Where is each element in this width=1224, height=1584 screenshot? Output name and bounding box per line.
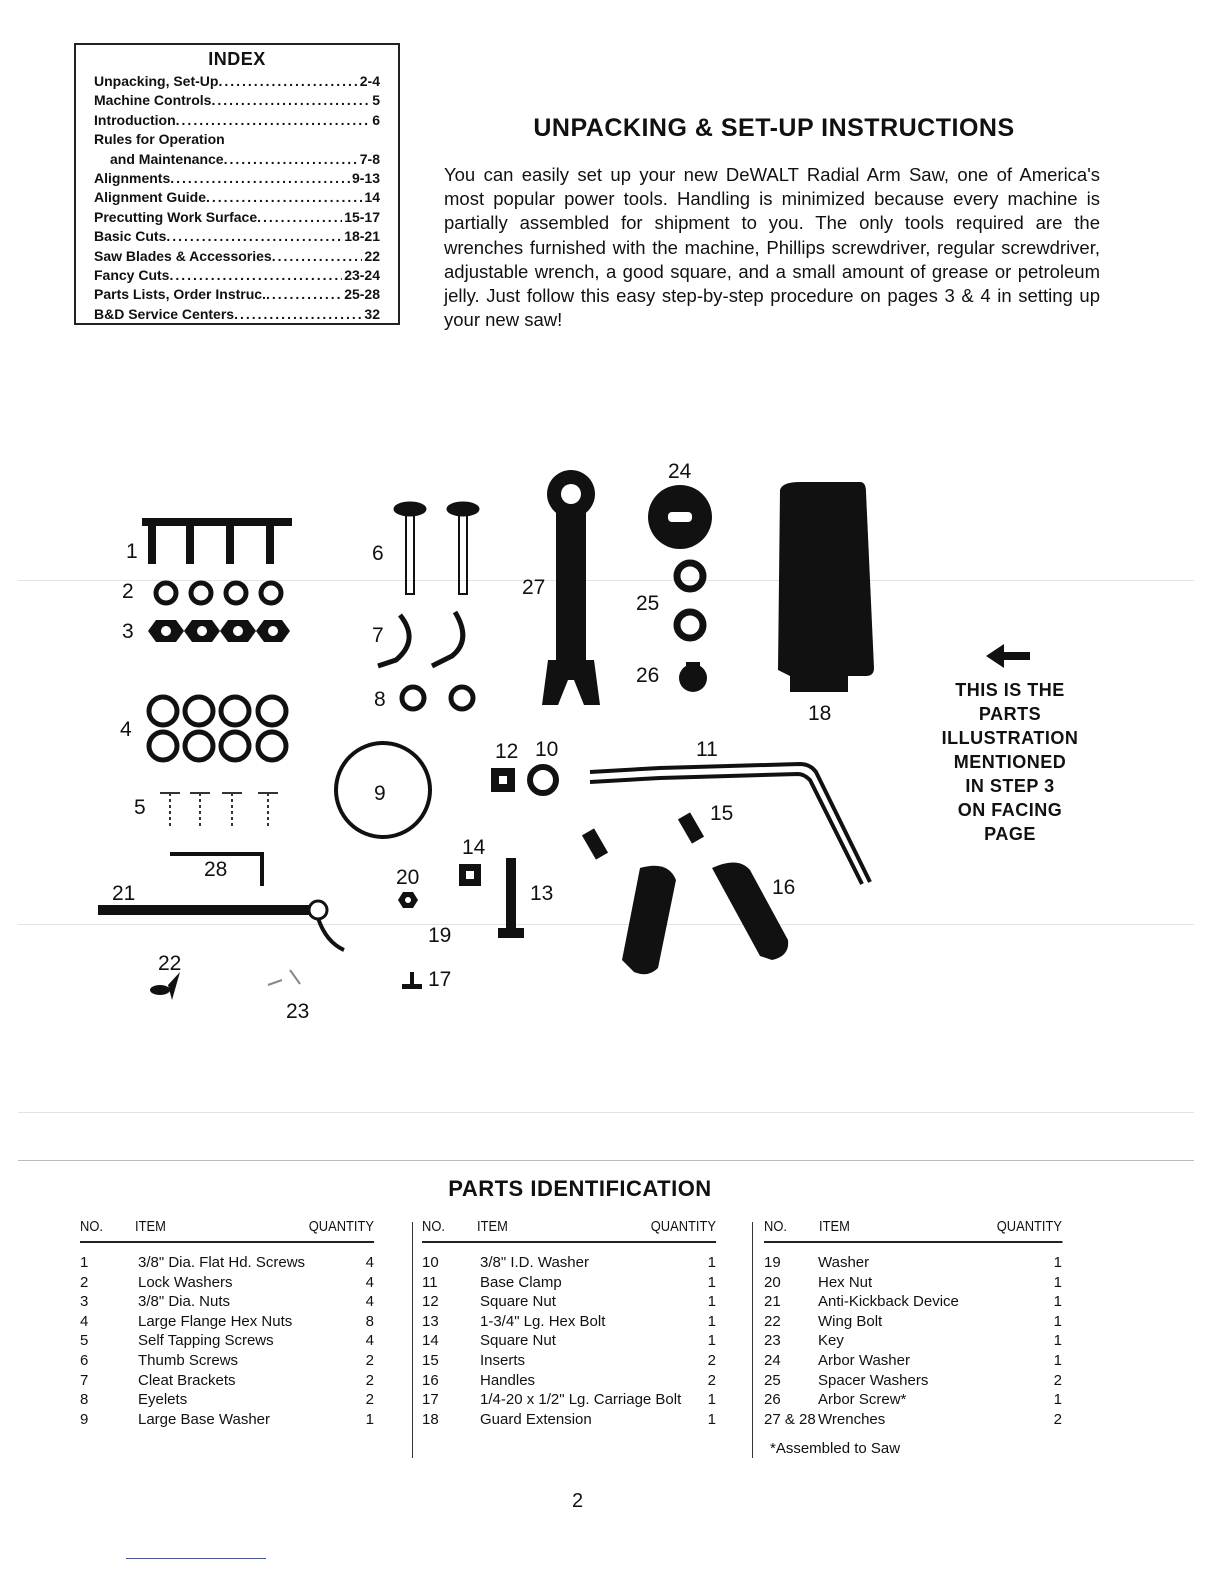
parts-identification-title: PARTS IDENTIFICATION: [448, 1176, 712, 1201]
part-number: 13: [422, 1312, 439, 1330]
part-item: Self Tapping Screws: [138, 1332, 274, 1350]
part-item: 3/8" I.D. Washer: [480, 1254, 589, 1271]
part-item: Hex Nut: [818, 1273, 873, 1291]
table-row: [80, 1253, 374, 1273]
part-quantity: 1: [1053, 1391, 1062, 1409]
index-entry-pages: 9-13: [351, 170, 380, 187]
part-number: 24: [764, 1351, 781, 1369]
part-number: 1: [80, 1254, 89, 1271]
part-quantity: 4: [365, 1293, 374, 1311]
part-quantity: 1: [707, 1254, 716, 1271]
part-number-label: 17: [428, 968, 452, 991]
flat-head-screws-drawing: [142, 518, 292, 564]
index-entry-pages: 18-21: [344, 228, 380, 245]
parts-table-column-1: [80, 1218, 374, 1429]
arbor-screw-drawing: [679, 662, 707, 692]
part-number: 2: [80, 1273, 89, 1291]
index-entry: [94, 208, 380, 227]
part-number: 4: [80, 1312, 89, 1330]
illustration-note-line: ILLUSTRATION: [941, 728, 1079, 748]
table-row: [422, 1273, 716, 1293]
part-quantity: 1: [1053, 1351, 1062, 1369]
table-row: [422, 1292, 716, 1312]
table-row: [422, 1312, 716, 1332]
inserts-drawing: [582, 812, 704, 859]
table-row: [422, 1390, 716, 1410]
table-row: [764, 1292, 1062, 1312]
index-entry: [94, 188, 380, 207]
index-entry-label: Saw Blades & Accessories: [94, 247, 272, 264]
part-quantity: 1: [707, 1273, 716, 1291]
part-number-label: 18: [808, 702, 832, 725]
index-entry-pages: 2-4: [359, 73, 380, 89]
part-quantity: 2: [365, 1371, 374, 1389]
part-item: 3/8" Dia. Nuts: [138, 1293, 231, 1311]
part-number-label: 5: [134, 796, 146, 819]
part-number-label: 25: [636, 592, 660, 615]
table-row: [80, 1331, 374, 1351]
index-list: [94, 72, 380, 324]
part-quantity: 4: [365, 1254, 374, 1271]
part-number: 20: [764, 1273, 781, 1291]
index-entry-label: Machine Controls: [94, 92, 212, 109]
header-qty: QUANTITY: [308, 1218, 374, 1235]
index-leader-dots: [218, 72, 357, 91]
index-entry-pages: 7-8: [359, 150, 380, 167]
part-quantity: 1: [365, 1410, 374, 1428]
part-number-label: 3: [122, 620, 134, 643]
index-entry: [94, 111, 380, 130]
part-number-label: 6: [372, 542, 384, 565]
anti-kickback-device-drawing: [98, 901, 344, 950]
index-entry: [94, 266, 380, 285]
part-number: 8: [80, 1391, 89, 1409]
illustration-note-line: PAGE: [984, 824, 1036, 844]
part-item: Guard Extension: [480, 1410, 592, 1428]
part-item: Large Base Washer: [138, 1410, 271, 1428]
part-number: 11: [422, 1273, 438, 1291]
part-item: Square Nut: [480, 1293, 556, 1311]
part-quantity: 4: [365, 1332, 374, 1350]
part-quantity: 1: [1053, 1273, 1062, 1291]
index-entry: [94, 130, 380, 149]
part-number: 7: [80, 1371, 89, 1389]
table-row: [422, 1371, 716, 1391]
index-leader-dots: [206, 188, 362, 207]
table-row: [80, 1292, 374, 1312]
parts-table-header: [422, 1218, 716, 1243]
illustration-note: [930, 678, 1090, 846]
index-entry: [94, 91, 380, 110]
table-row: [764, 1351, 1062, 1371]
part-quantity: 1: [1053, 1332, 1062, 1350]
key-drawing: [268, 970, 300, 985]
table-row: [422, 1331, 716, 1351]
part-item: Handles: [480, 1371, 536, 1389]
part-number: 19: [764, 1254, 781, 1271]
index-leader-dots: [272, 247, 363, 266]
handles-drawing: [622, 862, 788, 974]
part-item: Washer: [818, 1254, 870, 1271]
index-leader-dots: [166, 227, 342, 246]
part-item: Eyelets: [138, 1391, 188, 1409]
part-item: Thumb Screws: [138, 1351, 239, 1369]
carriage-bolt-drawing: [402, 972, 422, 989]
table-row: [764, 1371, 1062, 1391]
index-leader-dots: [266, 285, 342, 304]
table-row: [422, 1253, 716, 1273]
part-number-label: 11: [696, 738, 718, 761]
intro-paragraph: You can easily set up your new DeWALT Radial Arm Saw, one of America's most popular power tools. Handling is minimized because every machine is partially assembled for shipment to you. The only tools required are the wrenches furnished with the machine, Phillips screwdriver, regular screwdriver, adjustable wrench, a good square, and a small amount of grease or petroleum jelly. Just follow this easy step-by-step procedure on pages 3 & 4 in setting up your new saw!: [444, 164, 1100, 331]
part-quantity: 8: [365, 1312, 374, 1330]
part-item: Spacer Washers: [818, 1371, 929, 1389]
nuts-drawing: [148, 620, 290, 642]
index-leader-dots: [257, 208, 342, 227]
index-entry-label: Parts Lists, Order Instruc.: [94, 286, 266, 303]
index-entry-pages: [378, 130, 380, 149]
part-item: Cleat Brackets: [138, 1371, 236, 1389]
parts-table-header: [80, 1218, 374, 1243]
table-row: [80, 1410, 374, 1430]
header-no: NO.: [764, 1218, 787, 1235]
part-number-label: 28: [204, 858, 228, 881]
index-entry: [94, 227, 380, 246]
part-number-label: 9: [374, 782, 386, 805]
part-number-label: 27: [522, 576, 546, 599]
index-entry: [94, 305, 380, 324]
index-entry: [94, 285, 380, 304]
illustration-note-line: THIS IS THE: [955, 680, 1065, 700]
part-quantity: 2: [1053, 1371, 1062, 1389]
eyelets-drawing: [402, 687, 473, 709]
table-row: [80, 1371, 374, 1391]
part-item: Lock Washers: [138, 1273, 233, 1291]
part-item: Arbor Washer: [818, 1351, 910, 1369]
part-number: 14: [422, 1332, 439, 1350]
part-item: Wing Bolt: [818, 1312, 883, 1330]
index-leader-dots: [170, 169, 350, 188]
index-entry-pages: 23-24: [344, 267, 380, 284]
wing-bolt-drawing: [150, 972, 180, 1000]
part-number: 22: [764, 1312, 781, 1330]
index-entry-pages: 32: [364, 305, 380, 322]
part-number-label: 1: [126, 540, 138, 563]
table-row: [422, 1351, 716, 1371]
table-row: [764, 1273, 1062, 1293]
scan-rule: [18, 1112, 1194, 1113]
index-entry-pages: 5: [372, 92, 380, 109]
illustration-note-line: ON FACING: [957, 800, 1063, 820]
lock-washers-drawing: [156, 583, 281, 603]
table-row: [764, 1331, 1062, 1351]
part-quantity: 2: [707, 1371, 716, 1389]
part-item: Anti-Kickback Device: [818, 1293, 959, 1311]
part-quantity: 1: [1053, 1312, 1062, 1330]
index-entry-pages: 25-28: [344, 286, 380, 303]
table-row: [80, 1390, 374, 1410]
part-number-label: 2: [122, 580, 134, 603]
parts-table-header: [764, 1218, 1062, 1243]
part-number: 26: [764, 1391, 781, 1409]
column-divider: [752, 1222, 753, 1458]
part-quantity: 2: [1053, 1410, 1062, 1428]
part-number: 27 & 28: [764, 1410, 816, 1428]
wrench-drawing: [542, 470, 600, 705]
part-number: 16: [422, 1371, 439, 1389]
arbor-washer-drawing: [648, 485, 712, 549]
index-entry-label: Precutting Work Surface: [94, 208, 258, 225]
part-quantity: 1: [707, 1332, 716, 1350]
parts-table-column-3: [764, 1218, 1062, 1429]
part-number-label: 13: [530, 882, 554, 905]
index-entry-label: Alignments: [94, 170, 171, 187]
index-entry: [94, 150, 380, 169]
part-number: 12: [422, 1293, 439, 1311]
header-qty: QUANTITY: [996, 1218, 1062, 1235]
part-number-label: 7: [372, 624, 384, 647]
illustration-note-line: PARTS: [978, 704, 1042, 724]
part-number: 18: [422, 1410, 439, 1428]
part-item: Key: [818, 1332, 844, 1350]
page-title: UNPACKING & SET-UP INSTRUCTIONS: [533, 114, 1015, 142]
index-leader-dots: [211, 91, 370, 110]
part-quantity: 1: [707, 1312, 716, 1330]
part-quantity: 1: [707, 1391, 716, 1409]
parts-table-column-2: [422, 1218, 716, 1429]
cleat-brackets-drawing: [378, 612, 463, 666]
part-number-label: 22: [158, 952, 182, 975]
part-number-label: 24: [668, 460, 692, 483]
index-entry-pages: 6: [372, 111, 380, 128]
part-number-label: 12: [495, 740, 519, 763]
spacer-washers-drawing: [677, 563, 703, 638]
part-number-label: 20: [396, 866, 420, 889]
part-number-label: 23: [286, 1000, 310, 1023]
header-no: NO.: [422, 1218, 445, 1235]
footnote: *Assembled to Saw: [770, 1440, 901, 1457]
part-quantity: 2: [365, 1391, 374, 1409]
part-item: Large Flange Hex Nuts: [138, 1312, 293, 1330]
part-number-label: 14: [462, 836, 486, 859]
table-row: [764, 1312, 1062, 1332]
hex-bolt-drawing: [498, 858, 524, 938]
flange-hex-nuts-drawing: [149, 697, 286, 760]
header-item: ITEM: [477, 1218, 508, 1235]
table-row: [764, 1253, 1062, 1273]
table-row: [764, 1390, 1062, 1410]
index-entry-label: Basic Cuts: [94, 228, 167, 245]
part-item: 3/8" Dia. Flat Hd. Screws: [138, 1254, 306, 1271]
header-item: ITEM: [135, 1218, 166, 1235]
part-number: 5: [80, 1332, 89, 1350]
index-entry-pages: 15-17: [344, 208, 380, 225]
index-entry: [94, 169, 380, 188]
column-divider: [412, 1222, 413, 1458]
part-item: Base Clamp: [480, 1273, 562, 1291]
index-entry-label: Unpacking, Set-Up: [94, 73, 219, 89]
table-row: [80, 1273, 374, 1293]
index-entry-pages: 14: [364, 189, 380, 206]
index-leader-dots: [225, 130, 378, 149]
index-entry-label: Alignment Guide: [94, 189, 206, 206]
illustration-note-line: IN STEP 3: [965, 776, 1055, 796]
index-entry-pages: 22: [364, 247, 380, 264]
illustration-note-line: MENTIONED: [953, 752, 1067, 772]
part-number: 6: [80, 1351, 89, 1369]
part-number: 17: [422, 1391, 439, 1409]
part-quantity: 2: [365, 1351, 374, 1369]
thumb-screws-drawing: [394, 502, 479, 594]
part-number-label: 4: [120, 718, 132, 741]
left-arrow-icon: [986, 644, 1030, 668]
part-number: 15: [422, 1351, 439, 1369]
scan-mark: [126, 1558, 266, 1559]
table-row: [80, 1351, 374, 1371]
header-no: NO.: [80, 1218, 103, 1235]
index-leader-dots: [234, 305, 362, 324]
index-entry-label: and Maintenance: [110, 150, 224, 167]
washer-drawing: [530, 767, 556, 793]
guard-extension-drawing: [778, 482, 874, 692]
part-item: Wrenches: [818, 1410, 886, 1428]
index-entry: [94, 247, 380, 266]
table-row: [422, 1410, 716, 1430]
part-item: 1/4-20 x 1/2" Lg. Carriage Bolt: [480, 1391, 682, 1409]
part-number: 10: [422, 1254, 439, 1271]
index-entry-label: Introduction: [94, 111, 176, 128]
part-number-label: 8: [374, 688, 386, 711]
part-quantity: 1: [1053, 1293, 1062, 1311]
header-qty: QUANTITY: [650, 1218, 716, 1235]
part-quantity: 4: [365, 1273, 374, 1291]
part-number-label: 21: [112, 882, 136, 905]
page-number: 2: [572, 1490, 584, 1512]
part-item: 1-3/4" Lg. Hex Bolt: [480, 1312, 606, 1330]
part-quantity: 1: [707, 1410, 716, 1428]
index-entry-label: Rules for Operation: [94, 131, 225, 148]
part-number: 23: [764, 1332, 781, 1350]
part-number-label: 26: [636, 664, 660, 687]
part-quantity: 1: [1053, 1254, 1062, 1271]
index-entry-label: B&D Service Centers: [94, 305, 235, 322]
part-number: 25: [764, 1371, 781, 1389]
table-row: [80, 1312, 374, 1332]
part-number-label: 16: [772, 876, 796, 899]
table-row: [764, 1410, 1062, 1430]
index-title: INDEX: [208, 49, 266, 69]
part-number-label: 15: [710, 802, 734, 825]
part-number-label: 19: [428, 924, 452, 947]
part-number: 3: [80, 1293, 89, 1311]
part-number-label: 10: [535, 738, 559, 761]
index-entry-label: Fancy Cuts: [94, 267, 170, 284]
part-item: Square Nut: [480, 1332, 556, 1350]
index-entry: [94, 72, 380, 91]
header-item: ITEM: [819, 1218, 850, 1235]
part-quantity: 1: [707, 1293, 716, 1311]
part-number: 21: [764, 1293, 781, 1311]
index-leader-dots: [169, 266, 342, 285]
part-quantity: 2: [707, 1351, 716, 1369]
self-tapping-screws-drawing: [160, 793, 278, 828]
part-number: 9: [80, 1410, 89, 1428]
part-item: Inserts: [480, 1351, 526, 1369]
part-item: Arbor Screw*: [818, 1391, 907, 1409]
index-box: [74, 43, 400, 325]
scan-rule: [18, 1160, 1194, 1161]
index-leader-dots: [176, 111, 371, 130]
index-leader-dots: [224, 150, 358, 169]
